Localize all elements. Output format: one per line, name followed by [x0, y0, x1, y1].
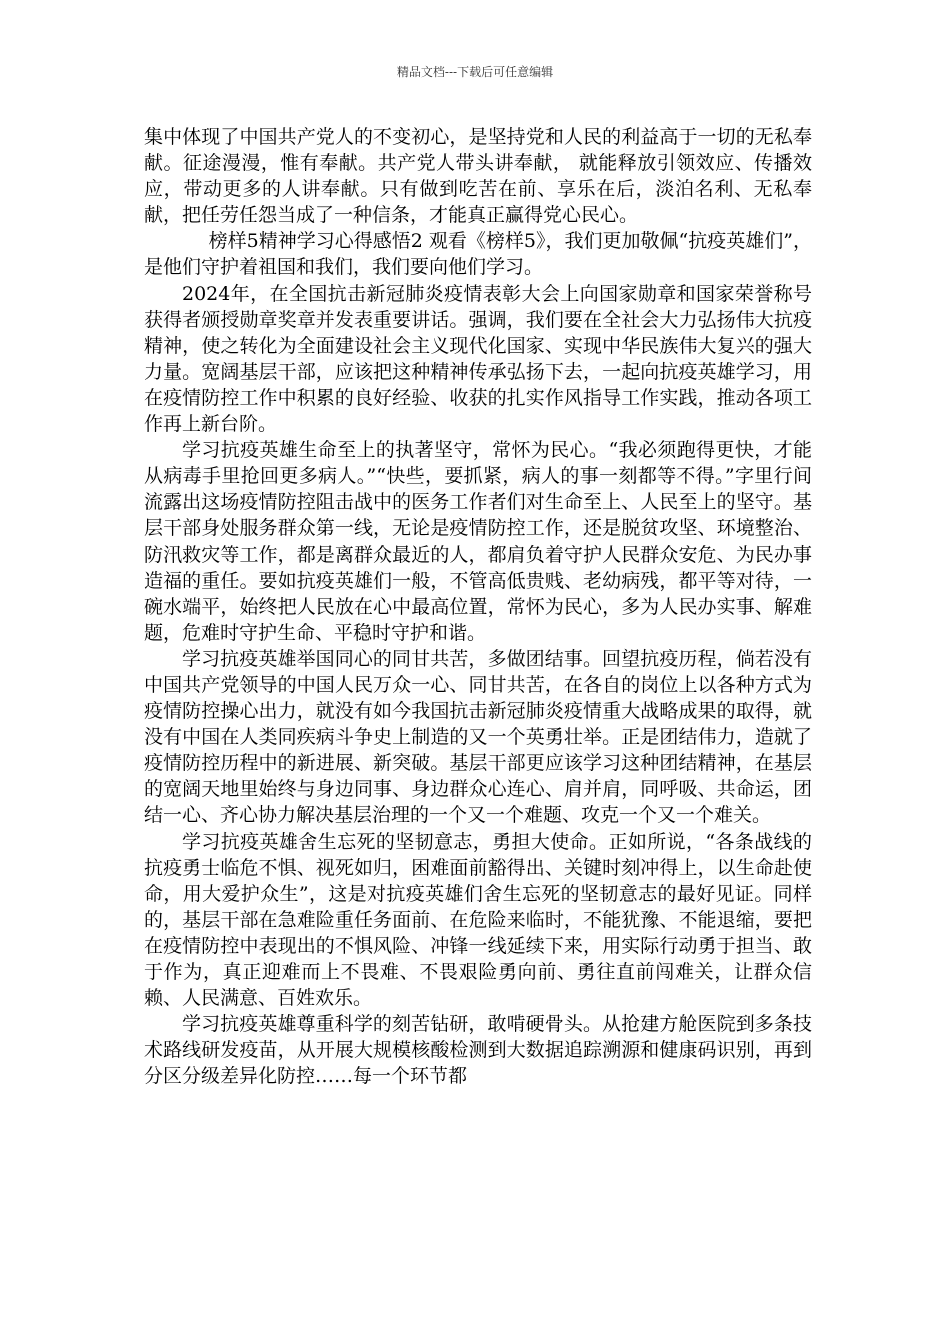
paragraph-intro: 2024年，在全国抗击新冠肺炎疫情表彰大会上向国家勋章和国家荣誉称号获得者颁授勋章奖章并发表重要讲话。强调，我们要在全社会大力弘扬伟大抗疫精神，使之转化为全面建设社会主义现代化国家、实现中华民族伟大复兴的强大力量。宽阔基层干部，应该把这种精神传承弘扬下去，一起向抗疫英雄学习，用在疫情防控工作中积累的良好经验、收获的扎实作风指导工作实践，推动各项工作再上新台阶。 [144, 282, 812, 436]
paragraph-section-title: 榜样5精神学习心得感悟2 观看《榜样5》，我们更加敬佩“抗疫英雄们”，是他们守护着祖国和我们，我们要向他们学习。 [144, 230, 812, 279]
paragraph-continuation: 集中体现了中国共产党人的不变初心，是坚持党和人民的利益高于一切的无私奉献。征途漫漫，惟有奉献。共产党人带头讲奉献， 就能释放引领效应、传播效应，带动更多的人讲奉献。只有做到吃苦在前、享乐在后，淡泊名利、无私奉献，把任劳任怨当成了一种信条，才能真正赢得党心民心。 [144, 126, 812, 227]
page-header: 精品文档---下载后可任意编辑 [396, 65, 554, 79]
paragraph-science: 学习抗疫英雄尊重科学的刻苦钻研，敢啃硬骨头。从抢建方舱医院到多条技术路线研发疫苗，从开展大规模核酸检测到大数据追踪溯源和健康码识别，再到分区分级差异化防控……每一个环节都 [144, 1013, 812, 1088]
paragraph-life-first: 学习抗疫英雄生命至上的执著坚守，常怀为民心。“我必须跑得更快，才能从病毒手里抢回更多病人。”“快些，要抓紧，病人的事一刻都等不得。”字里行间流露出这场疫情防控阻击战中的医务工作者们对生命至上、人民至上的坚守。基层干部身处服务群众第一线，无论是疫情防控工作，还是脱贫攻坚、环境整治、防汛救灾等工作，都是离群众最近的人，都肩负着守护人民群众安危、为民办事造福的重任。要如抗疫英雄们一般，不管高低贵贱、老幼病残，都平等对待，一碗水端平，始终把人民放在心中最高位置，常怀为民心，多为人民办实事、解难题，危难时守护生命、平稳时守护和谐。 [144, 439, 812, 644]
paragraph-courage: 学习抗疫英雄舍生忘死的坚韧意志，勇担大使命。正如所说，“各条战线的抗疫勇士临危不惧、视死如归，困难面前豁得出、关键时刻冲得上，以生命赴使命，用大爱护众生”，这是对抗疫英雄们舍生忘死的坚韧意志的最好见证。同样的，基层干部在急难险重任务面前、在危险来临时，不能犹豫、不能退缩，要把在疫情防控中表现出的不惧风险、冲锋一线延续下来，用实际行动勇于担当、敢于作为，真正迎难而上不畏难、不畏艰险勇向前、勇往直前闯难关，让群众信赖、人民满意、百姓欢乐。 [144, 830, 812, 1010]
document-body [144, 124, 812, 1089]
paragraph-unity: 学习抗疫英雄举国同心的同甘共苦，多做团结事。回望抗疫历程，倘若没有中国共产党领导的中国人民万众一心、同甘共苦，在各自的岗位上以各种方式为疫情防控操心出力，就没有如今我国抗击新冠肺炎疫情重大战略成果的取得，就没有中国在人类同疾病斗争史上制造的又一个英勇壮举。正是团结伟力，造就了疫情防控历程中的新进展、新突破。基层干部更应该学习这种团结精神，在基层的宽阔天地里始终与身边同事、身边群众心连心、肩并肩，同呼吸、共命运，团结一心、齐心协力解决基层治理的一个又一个难题、攻克一个又一个难关。 [144, 647, 812, 827]
